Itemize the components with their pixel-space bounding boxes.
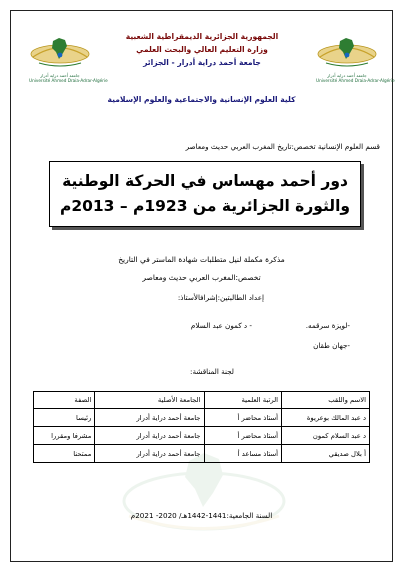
- header-ministry: وزارة التعليم العالي والبحث العلمي: [136, 44, 268, 54]
- logo-caption-ar: جامعة أحمد دراية أدرار: [40, 73, 80, 78]
- jury-cell-name: د عبد المالك بوعريوة: [282, 409, 370, 427]
- committee-label: لجنة المناقشة:: [190, 367, 234, 376]
- jury-header-name: الاسم واللقب: [282, 392, 370, 409]
- logo-caption-fr: Université Ahmed Draia-Adrar-Algérie: [29, 78, 108, 83]
- header-university: جامعة أحمد دراية أدرار - الجزائر: [143, 57, 261, 67]
- thesis-title-box: [49, 161, 361, 227]
- logo-caption-fr: Université Ahmed Draia-Adrar-Algérie: [316, 78, 395, 83]
- header-faculty: كلية العلوم الإنسانية والاجتماعية والعلوم الإسلامية: [107, 95, 296, 104]
- jury-header-rank: الرتبة العلمية: [204, 392, 282, 409]
- table-row: [34, 445, 370, 463]
- jury-header-role: الصفة: [34, 392, 95, 409]
- jury-cell-rank: أستاذ محاضر أ: [204, 427, 282, 445]
- prepared-label: إعداد الطالبتين:إشرافالأستاذ:: [177, 293, 264, 302]
- university-logo-right: [316, 35, 395, 83]
- student-2: -جهان طقان: [313, 341, 350, 350]
- jury-header-university: الجامعة الأصلية: [95, 392, 204, 409]
- department-line: قسم العلوم الإنسانية تخصص:تاريخ المغرب العربي حديث ومعاصر: [185, 142, 380, 151]
- thesis-title-line1: دور أحمد مهساس في الحركة الوطنية: [62, 172, 348, 190]
- document-page: [10, 10, 393, 562]
- institution-header: [102, 31, 302, 69]
- jury-table: [33, 391, 370, 463]
- table-row: [34, 427, 370, 445]
- jury-cell-university: جامعة أحمد دراية أدرار: [95, 409, 204, 427]
- table-row: [34, 409, 370, 427]
- academic-year: السنة الجامعية:1441-1442هـ/ 2020- 2021م: [130, 511, 273, 520]
- specialty-line: تخصص:المغرب العربي حديث ومعاصر: [142, 273, 261, 282]
- logo-caption-ar: جامعة أحمد دراية أدرار: [327, 73, 367, 78]
- jury-cell-university: جامعة أحمد دراية أدرار: [95, 427, 204, 445]
- memo-description: مذكرة مكملة لنيل متطلبات شهادة الماستر في التاريخ: [118, 255, 285, 264]
- header-republic: الجمهورية الجزائرية الديمقراطية الشعبية: [125, 32, 279, 41]
- jury-cell-role: ممتحنا: [34, 445, 95, 463]
- jury-cell-rank: أستاذ محاضر أ: [204, 409, 282, 427]
- supervisor-name: - د كمون عبد السلام: [190, 321, 252, 330]
- jury-cell-name: أ بلال صديقي: [282, 445, 370, 463]
- university-logo-left: [29, 35, 108, 83]
- student-1: -لويزة سرقمه.: [305, 321, 350, 330]
- jury-cell-role: مشرفا ومقررا: [34, 427, 95, 445]
- logo-emblem-icon: [29, 35, 91, 73]
- jury-cell-role: رئيسا: [34, 409, 95, 427]
- logo-emblem-icon: [316, 35, 378, 73]
- jury-cell-name: د عبد السلام كمون: [282, 427, 370, 445]
- jury-cell-university: جامعة أحمد دراية أدرار: [95, 445, 204, 463]
- thesis-title-line2: والثورة الجزائرية من 1923م – 2013م: [59, 197, 351, 215]
- jury-table-header-row: [34, 392, 370, 409]
- jury-cell-rank: أستاذ مساعد أ: [204, 445, 282, 463]
